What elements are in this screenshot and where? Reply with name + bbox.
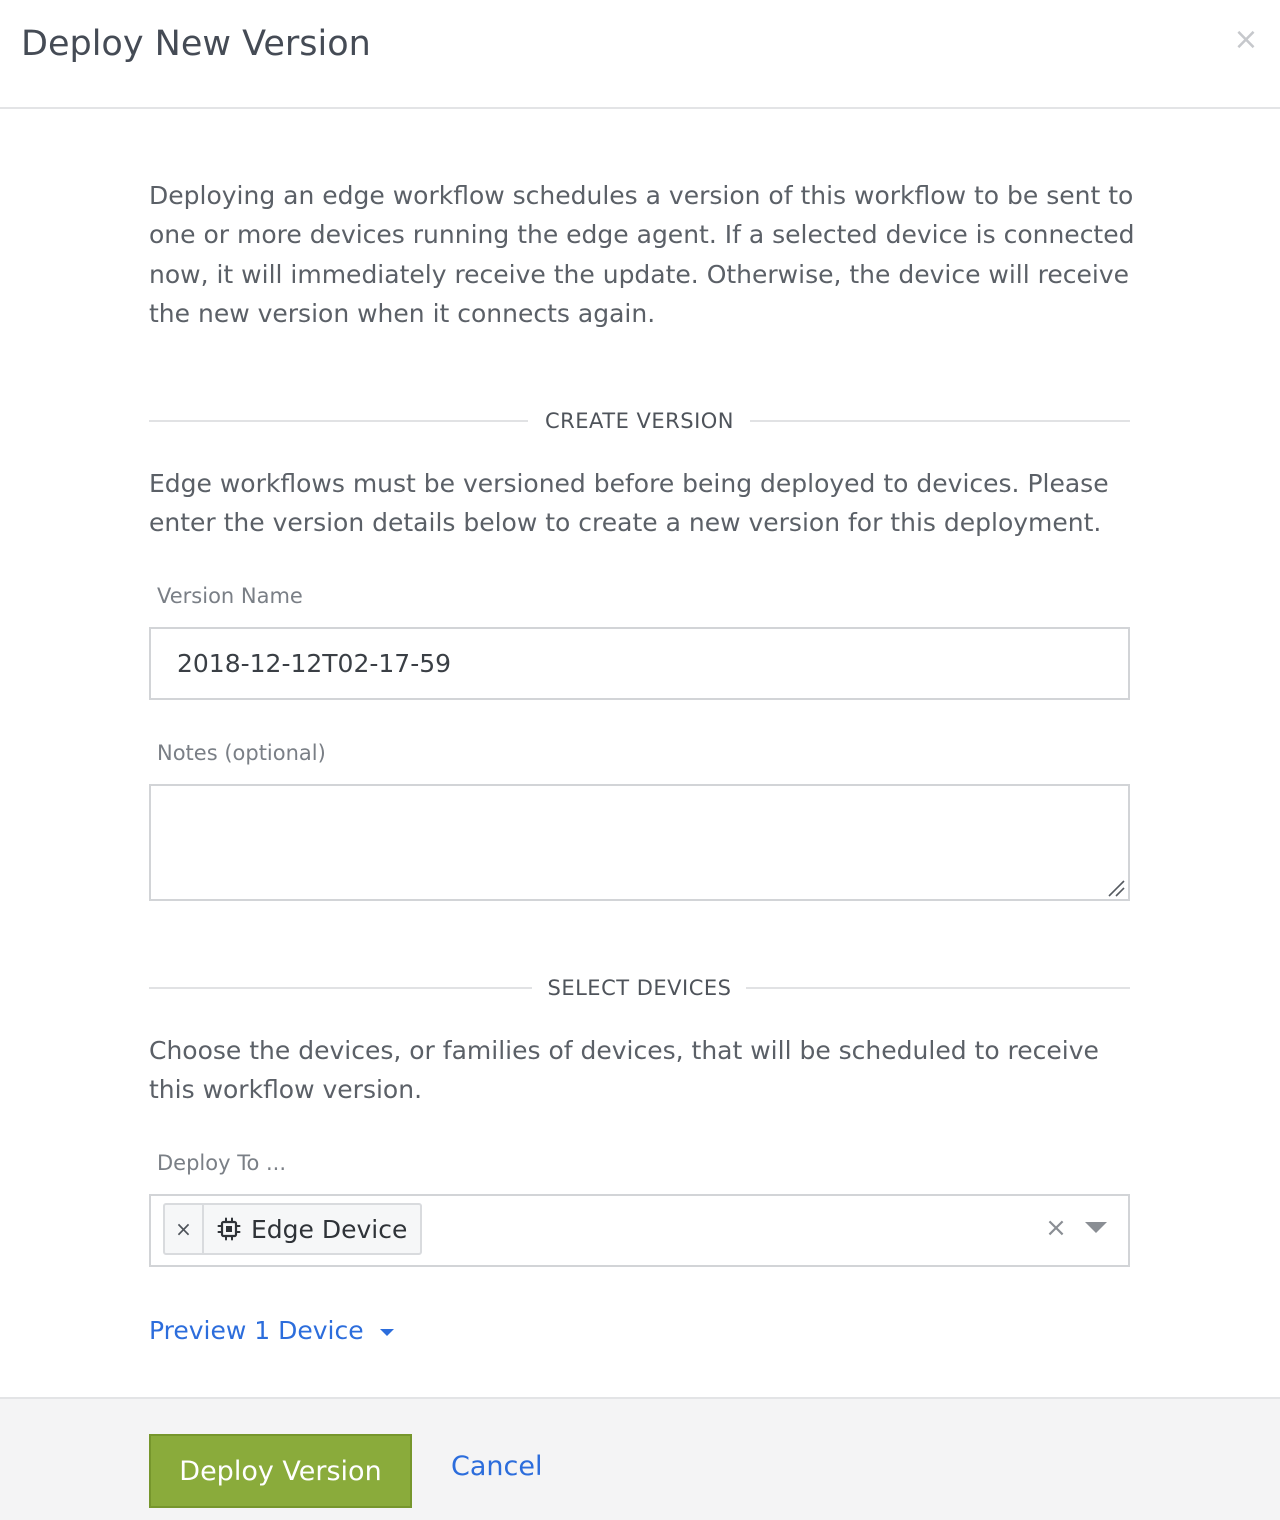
select-devices-heading: SELECT DEVICES	[547, 976, 732, 1000]
select-devices-description: Choose the devices, or families of devices, that will be scheduled to receive this workflow version.	[149, 1036, 1099, 1105]
deploy-to-select[interactable]	[149, 1194, 1130, 1267]
deploy-to-label: Deploy To ...	[157, 1151, 287, 1175]
clear-selection-icon[interactable]: ×	[1045, 1213, 1067, 1243]
chip-label: Edge Device	[251, 1214, 408, 1244]
divider-line-right	[746, 987, 1130, 989]
create-version-divider	[149, 406, 1130, 436]
intro-text: Deploying an edge workflow schedules a version of this workflow to be sent to one or more devices running the edge agent. If a selected device is connected now, it will immediately receive the update. Otherwise, the device will receive the new version when it connects again.	[149, 181, 1135, 328]
deploy-version-button[interactable]: Deploy Version	[149, 1434, 412, 1508]
chip-icon	[217, 1217, 241, 1241]
chevron-down-icon[interactable]	[1085, 1222, 1107, 1233]
chip-body	[204, 1215, 420, 1244]
create-version-heading: CREATE VERSION	[544, 409, 735, 433]
selected-device-chip	[163, 1203, 422, 1255]
resize-grip-icon[interactable]	[1106, 878, 1126, 898]
chip-remove-icon[interactable]: ×	[165, 1205, 204, 1253]
notes-textarea[interactable]	[149, 784, 1130, 901]
close-icon[interactable]: ×	[1233, 22, 1259, 57]
create-version-description: Edge workflows must be versioned before being deployed to devices. Please enter the version details below to create a new version for this deployment.	[149, 469, 1109, 538]
version-name-label: Version Name	[157, 584, 303, 608]
preview-devices-link[interactable]	[149, 1316, 394, 1345]
version-name-input[interactable]	[149, 627, 1130, 700]
preview-devices-label: Preview 1 Device	[149, 1316, 364, 1345]
divider-line-right	[750, 420, 1130, 422]
notes-label: Notes (optional)	[157, 741, 326, 765]
dialog-header	[0, 0, 1280, 109]
cancel-link[interactable]: Cancel	[451, 1451, 543, 1482]
dialog-title: Deploy New Version	[21, 24, 371, 64]
select-devices-divider	[149, 973, 1130, 1003]
dialog-footer	[0, 1397, 1280, 1520]
caret-down-icon	[380, 1329, 394, 1336]
